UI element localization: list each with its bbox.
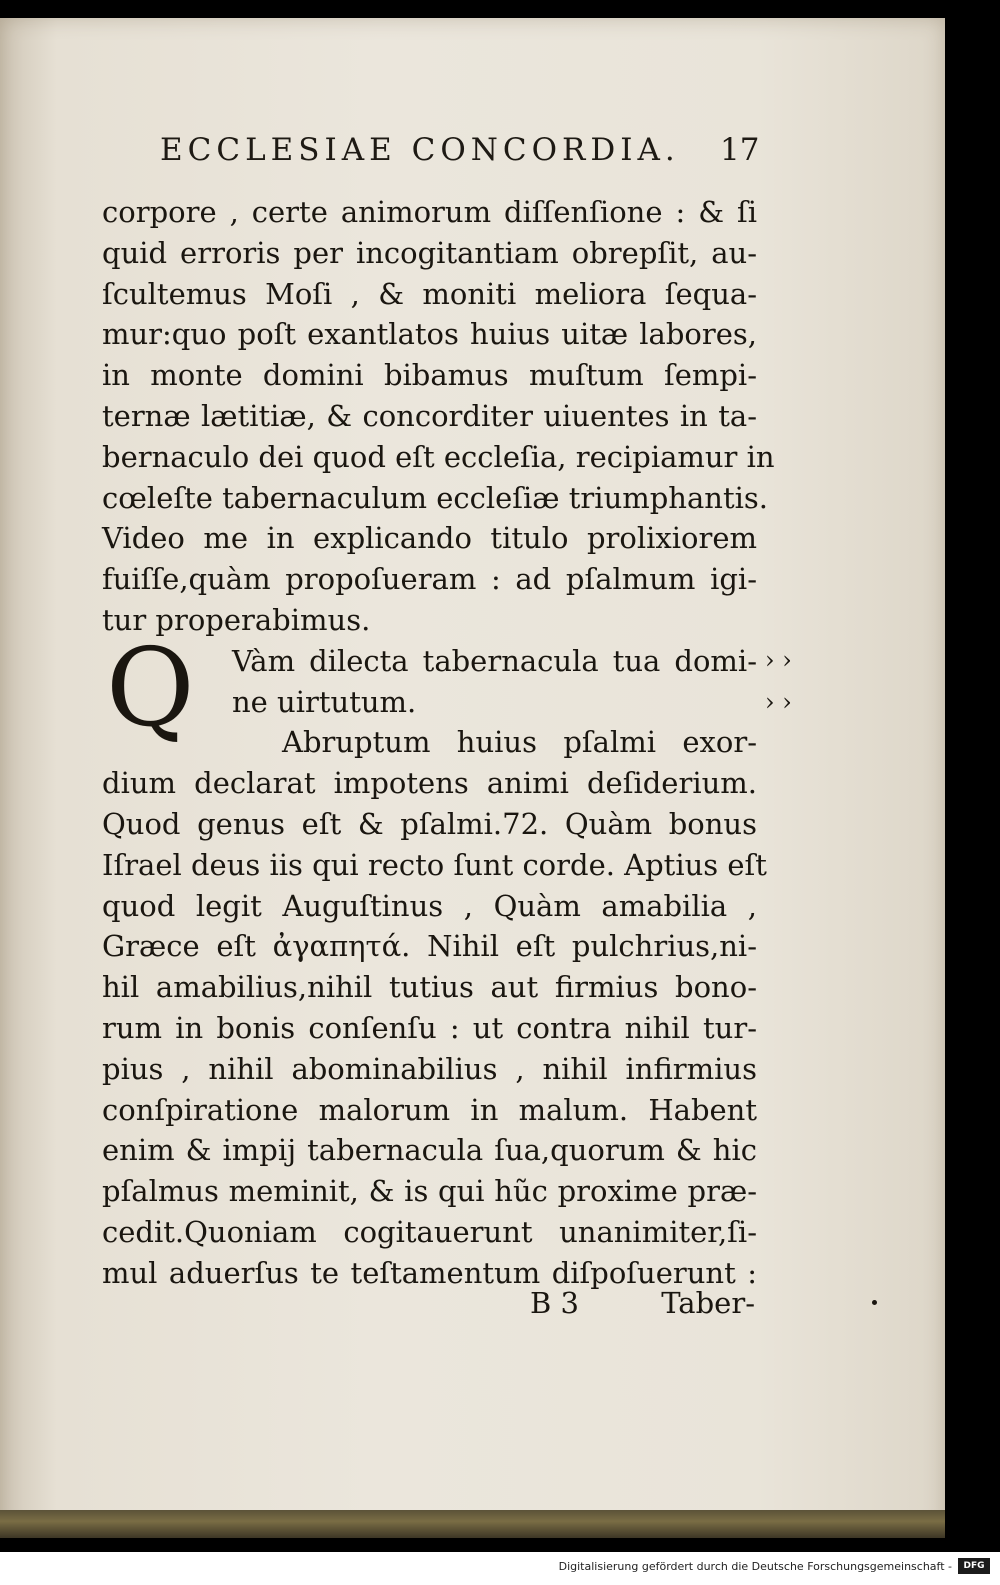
text-line: Quod genus eſt & pſalmi.72. Quàm bonus [102,806,757,841]
marginal-quote-mark: › › [765,688,792,716]
text-line: corpore , certe animorum diſſenſione : & ſi [102,195,757,229]
quote-line: ne uirtutum. [232,684,417,719]
footer-bar [0,1552,1000,1585]
text-line: quod legit Auguſtinus , Quàm amabilia , [102,888,757,923]
catchword: Taber- [661,1286,755,1320]
catchline [530,1286,755,1326]
text-line: fuiſſe,quàm propoſueram : ad pſalmum igi- [102,562,757,597]
paragraph-commentary [102,763,767,1293]
text-line: hil amabilius,nihil tutius aut firmius bono- [102,970,757,1005]
text-line: cedit.Quoniam cogitauerunt unanimiter,ſi- [102,1214,757,1249]
marginal-quote-mark: › › [765,646,792,674]
funding-credit: Digitalisierung gefördert durch die Deutsche Forschungsgemeinschaft - [558,1560,952,1573]
text-line: dium declarat impotens animi deſiderium. [102,766,757,801]
text-line: tur properabimus. [102,602,371,637]
text-line: pius , nihil abominabilius , nihil infirmius [102,1051,757,1086]
running-title: ECCLESIAE CONCORDIA. [160,132,680,168]
text-line: in monte domini bibamus muſtum ſempi- [102,358,757,393]
signature-mark: B 3 [530,1286,579,1320]
text-line: rum in bonis conſenſu : ut contra nihil tur- [102,1010,757,1045]
ink-speck [872,1300,877,1305]
drop-cap: Q [106,625,195,751]
page-number: 17 [720,132,760,168]
dfg-logo-icon: DFG [958,1558,990,1574]
text-block [102,192,775,1294]
text-line: Græce eſt ἀγαπητά. Nihil eſt pulchrius,ni- [102,929,757,964]
text-line: Iſrael deus iis qui recto ſunt corde. Aptius eſt [102,847,767,882]
text-line: mul aduerſus te teſtamentum diſpoſuerunt : [102,1255,757,1290]
text-line: mur:quo poſt exantlatos huius uitæ labores, [102,317,757,352]
text-line: ternæ lætitiæ, & concorditer uiuentes in ta- [102,398,757,433]
paragraph-intro [102,192,775,641]
commentary-first-line: Abruptum huius pſalmi exor- [282,725,757,760]
text-line: bernaculo dei quod eſt eccleſia, recipiamur in [102,439,775,474]
quote-line: Vàm dilecta tabernacula tua domi- [232,643,757,678]
text-line: quid erroris per incogitantiam obrepſit, au- [102,235,757,270]
text-line: ſcultemus Moſi , & moniti meliora ſequa- [102,276,757,311]
running-head [160,132,760,168]
text-line: pſalmus meminit, & is qui hũc proxime præ- [102,1174,757,1209]
text-line: cœleſte tabernaculum eccleſiæ triumphantis. [102,480,768,515]
text-line: conſpiratione malorum in malum. Habent [102,1092,757,1127]
page-right-margin [945,18,1000,1538]
psalm-quote-block [102,625,757,763]
page-bottom-edge [0,1510,945,1538]
text-line: Video me in explicando titulo prolixiorem [102,521,757,556]
text-line: enim & impij tabernacula ſua,quorum & hic [102,1133,757,1168]
